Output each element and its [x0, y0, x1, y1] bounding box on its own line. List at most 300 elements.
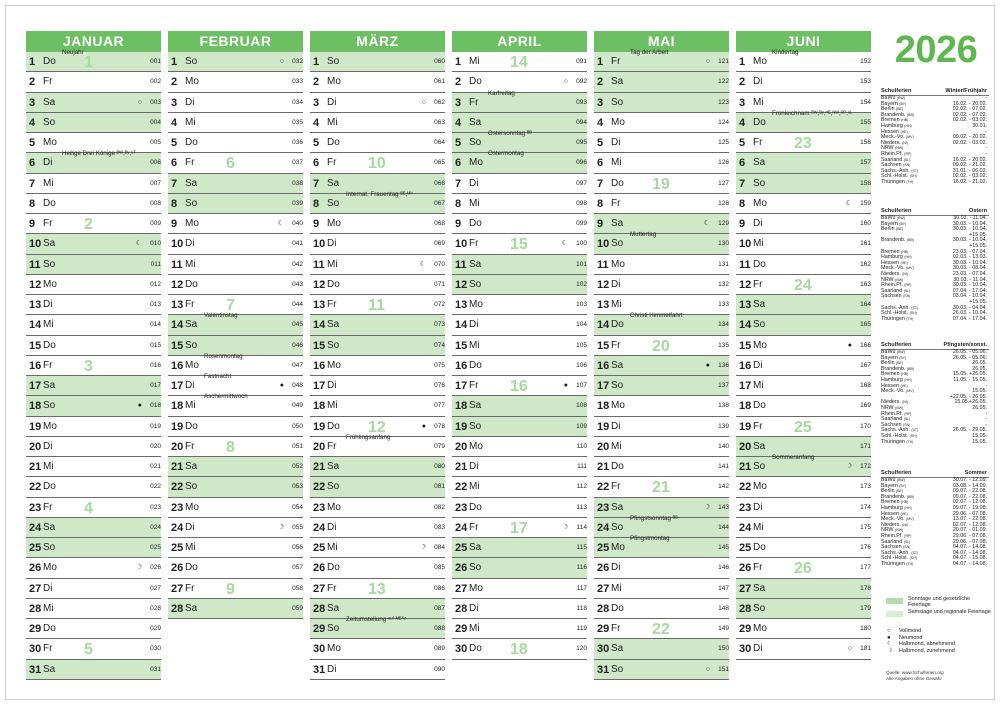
state-label: Berlin — [881, 360, 895, 367]
weekday: Fr — [611, 56, 621, 67]
weekday: Mo — [43, 278, 57, 290]
day-number: 14 — [455, 319, 468, 332]
moon-phase-icon: ○ — [847, 645, 852, 653]
day-row[interactable] — [736, 194, 871, 214]
day-row[interactable] — [26, 295, 161, 315]
day-of-year: 157 — [860, 159, 871, 167]
day-number: 6 — [313, 157, 320, 170]
day-of-year: 131 — [718, 260, 729, 268]
day-row[interactable] — [26, 214, 161, 234]
day-row[interactable] — [310, 457, 445, 477]
day-row[interactable] — [452, 579, 587, 599]
day-row[interactable] — [594, 214, 729, 234]
day-number: 19 — [597, 420, 610, 433]
day-row[interactable] — [594, 194, 729, 214]
day-row[interactable] — [168, 498, 303, 518]
day-row[interactable] — [594, 376, 729, 396]
day-row[interactable] — [26, 315, 161, 335]
day-row[interactable] — [168, 52, 303, 72]
day-number: 19 — [739, 420, 752, 433]
day-row[interactable] — [736, 255, 871, 275]
day-number: 27 — [739, 582, 752, 595]
day-row[interactable] — [736, 477, 871, 497]
day-row[interactable] — [452, 599, 587, 619]
day-row[interactable] — [594, 133, 729, 153]
moon-phase-icon: ● — [847, 341, 852, 349]
day-row[interactable] — [594, 174, 729, 194]
day-row[interactable] — [736, 518, 871, 538]
state-label: Saarland — [881, 416, 903, 423]
day-number: 7 — [597, 177, 604, 190]
day-of-year: 080 — [434, 463, 445, 470]
day-of-year: 166 — [860, 341, 871, 349]
waxing-moon-icon: ☽ — [887, 647, 893, 654]
day-row[interactable] — [452, 639, 587, 659]
day-row[interactable] — [26, 93, 161, 113]
day-row[interactable] — [168, 174, 303, 194]
weekday: Mi — [185, 116, 196, 128]
day-row[interactable] — [310, 356, 445, 376]
weekday: Di — [327, 238, 337, 250]
weekday: Di — [43, 582, 53, 594]
day-row[interactable] — [736, 599, 871, 619]
holiday-dates: 02.02. - 03.02. — [952, 117, 987, 124]
day-row[interactable] — [26, 174, 161, 194]
event-label: Fastnacht — [204, 373, 232, 380]
event-label: Frühlingsanfang — [346, 433, 391, 441]
day-row[interactable] — [594, 72, 729, 92]
day-row[interactable] — [26, 150, 161, 173]
day-row[interactable] — [168, 538, 303, 558]
holiday-dates: 29.06. - 07.08. — [952, 510, 987, 517]
day-row[interactable] — [736, 72, 871, 92]
day-row[interactable] — [452, 174, 587, 194]
day-row[interactable] — [452, 538, 587, 558]
day-row[interactable] — [452, 315, 587, 335]
table-row — [881, 440, 989, 446]
weekday: Mo — [611, 116, 625, 128]
day-row[interactable] — [594, 619, 729, 639]
day-of-year: 099 — [576, 220, 587, 227]
day-row[interactable] — [452, 518, 587, 538]
day-row[interactable] — [594, 639, 729, 659]
holiday-dates: 26.05. - 05.06. — [952, 354, 987, 361]
moon-phase-icon: ☽ — [703, 503, 710, 511]
day-row[interactable] — [594, 457, 729, 477]
day-row[interactable] — [594, 356, 729, 376]
day-row[interactable] — [26, 437, 161, 457]
state-label: BaWü — [881, 349, 896, 355]
day-row[interactable] — [452, 437, 587, 457]
day-row[interactable] — [736, 498, 871, 518]
day-number: 6 — [739, 157, 746, 170]
weekday: Sa — [469, 542, 482, 553]
day-row[interactable] — [310, 518, 445, 538]
day-row[interactable] — [736, 275, 871, 295]
weekday: Sa — [185, 602, 198, 614]
day-of-year: 125 — [718, 139, 729, 146]
day-row[interactable] — [736, 639, 871, 659]
day-row[interactable] — [310, 616, 445, 639]
day-row[interactable] — [26, 538, 161, 558]
day-number: 14 — [29, 319, 42, 332]
day-of-year: 153 — [860, 78, 871, 86]
day-row[interactable] — [26, 376, 161, 396]
day-row[interactable] — [168, 275, 303, 295]
state-abbr: (MV) — [906, 389, 914, 394]
day-row[interactable] — [310, 660, 445, 680]
day-row[interactable] — [594, 417, 729, 437]
state-label: Saarland — [881, 538, 903, 545]
day-row[interactable] — [26, 619, 161, 639]
day-number: 1 — [739, 56, 746, 68]
state-label: Berlin — [881, 226, 895, 233]
day-row[interactable] — [736, 174, 871, 194]
day-row[interactable] — [310, 376, 445, 396]
day-number: 5 — [171, 137, 178, 149]
day-of-year: 175 — [860, 523, 871, 531]
day-row[interactable] — [736, 234, 871, 254]
day-row[interactable] — [310, 234, 445, 254]
day-row[interactable] — [168, 558, 303, 578]
day-row[interactable] — [452, 214, 587, 234]
day-row[interactable] — [310, 336, 445, 356]
holiday-dates: 15.05. — [972, 438, 987, 445]
moon-phase-icon: ☽ — [561, 523, 568, 531]
day-row[interactable] — [594, 153, 729, 173]
weekday: Fr — [185, 582, 195, 594]
weekday: Mi — [327, 258, 338, 270]
day-row[interactable] — [736, 315, 871, 335]
day-row[interactable] — [452, 457, 587, 477]
day-row[interactable] — [452, 356, 587, 376]
day-of-year: 070 — [434, 260, 445, 268]
state-label: Nieders. — [881, 521, 901, 528]
waning-moon-icon: ☾ — [887, 641, 893, 647]
day-row[interactable] — [310, 153, 445, 173]
day-number: 2 — [171, 76, 178, 89]
weekday: Sa — [327, 461, 340, 472]
day-number: 23 — [29, 501, 42, 514]
day-number: 3 — [455, 96, 462, 109]
day-row[interactable] — [594, 396, 729, 416]
day-row[interactable] — [168, 113, 303, 133]
day-row[interactable] — [594, 93, 729, 113]
day-number: 24 — [455, 521, 468, 534]
day-row[interactable] — [26, 255, 161, 275]
day-of-year: 060 — [434, 58, 445, 65]
day-row[interactable] — [26, 336, 161, 356]
day-row[interactable] — [736, 109, 871, 133]
day-number: 26 — [739, 562, 752, 575]
day-number: 28 — [313, 602, 326, 615]
day-number: 27 — [29, 582, 42, 595]
day-row[interactable] — [594, 336, 729, 356]
day-of-year: 152 — [860, 58, 871, 65]
day-of-year: 085 — [434, 564, 445, 572]
day-row[interactable] — [26, 639, 161, 659]
day-row[interactable] — [26, 477, 161, 497]
weekday: Fr — [185, 299, 195, 310]
weekday: Mo — [753, 56, 767, 67]
day-row[interactable] — [452, 498, 587, 518]
day-number: 16 — [29, 359, 42, 372]
state-label: Thüringen — [881, 178, 905, 185]
day-row[interactable] — [26, 558, 161, 578]
day-row[interactable] — [310, 93, 445, 113]
day-row[interactable] — [452, 558, 587, 578]
day-of-year: 120 — [576, 645, 587, 653]
day-row[interactable] — [594, 437, 729, 457]
day-row[interactable] — [310, 579, 445, 599]
day-row[interactable] — [736, 619, 871, 639]
day-row[interactable] — [736, 579, 871, 599]
day-row[interactable] — [168, 477, 303, 497]
day-row[interactable] — [736, 336, 871, 356]
day-row[interactable] — [168, 437, 303, 457]
state-abbr: (BE) — [896, 227, 904, 232]
moon-phase-icon: ☽ — [135, 564, 142, 572]
day-row[interactable] — [452, 150, 587, 173]
day-row[interactable] — [310, 214, 445, 234]
day-of-year: 156 — [860, 139, 871, 146]
day-row[interactable] — [736, 133, 871, 153]
day-row[interactable] — [310, 558, 445, 578]
day-number: 20 — [597, 440, 610, 453]
day-row[interactable] — [452, 336, 587, 356]
day-of-year: 045 — [292, 321, 303, 329]
weekday: Mi — [753, 521, 764, 533]
day-row[interactable] — [310, 295, 445, 315]
weekday: Mi — [43, 177, 54, 189]
weekday: Do — [469, 643, 482, 655]
weekday: Sa — [753, 157, 766, 169]
day-number: 21 — [313, 461, 326, 473]
weekday: Do — [611, 602, 624, 614]
month-header: APRIL — [452, 31, 587, 52]
weekday: So — [611, 521, 624, 533]
day-of-year: 015 — [150, 341, 161, 349]
day-row[interactable] — [26, 113, 161, 133]
day-row[interactable] — [594, 477, 729, 497]
day-row[interactable] — [452, 89, 587, 113]
day-row[interactable] — [26, 275, 161, 295]
day-row[interactable] — [452, 234, 587, 254]
day-row[interactable] — [26, 498, 161, 518]
day-number: 25 — [739, 542, 752, 554]
state-abbr: (TH) — [906, 439, 914, 444]
event-label: Tag der Arbeit — [630, 49, 669, 56]
state-abbr: (NW) — [895, 277, 904, 282]
day-row[interactable] — [452, 396, 587, 416]
day-row[interactable] — [736, 558, 871, 578]
weekday: Di — [753, 501, 763, 513]
day-row[interactable] — [310, 477, 445, 497]
state-label: Meck.-Vo. — [881, 516, 905, 523]
day-row[interactable] — [168, 234, 303, 254]
day-of-year: 023 — [150, 503, 161, 511]
day-row[interactable] — [594, 255, 729, 275]
weekday: Fr — [611, 623, 621, 634]
day-row[interactable] — [310, 433, 445, 457]
day-row[interactable] — [310, 52, 445, 72]
moon-phase-icon: ☾ — [277, 220, 284, 227]
day-row[interactable] — [736, 49, 871, 72]
day-row[interactable] — [26, 194, 161, 214]
day-number: 20 — [29, 440, 42, 453]
day-row[interactable] — [168, 72, 303, 92]
day-row[interactable] — [26, 72, 161, 92]
day-row[interactable] — [594, 49, 729, 72]
day-of-year: 144 — [718, 523, 729, 531]
day-row[interactable] — [26, 234, 161, 254]
day-row[interactable] — [26, 660, 161, 680]
month-column — [26, 31, 161, 680]
day-row[interactable] — [168, 93, 303, 113]
day-row[interactable] — [310, 639, 445, 659]
day-row[interactable] — [168, 194, 303, 214]
day-row[interactable] — [168, 393, 303, 416]
moon-phase-icon: ☾ — [419, 260, 426, 268]
day-row[interactable] — [736, 538, 871, 558]
holiday-dates: 30.03. - 10.04. — [952, 226, 987, 233]
day-number: 12 — [171, 278, 184, 291]
event-label: Karfreitag — [488, 89, 515, 97]
day-of-year: 059 — [292, 604, 303, 612]
day-row[interactable] — [310, 315, 445, 335]
day-row[interactable] — [168, 312, 303, 335]
school-holiday-table — [881, 341, 989, 445]
day-row[interactable] — [310, 72, 445, 92]
weekday: Do — [611, 319, 624, 331]
day-number: 20 — [455, 440, 468, 453]
state-label: Schl.-Holst. — [881, 310, 909, 317]
day-row[interactable] — [26, 518, 161, 538]
day-row[interactable] — [310, 255, 445, 275]
day-row[interactable] — [310, 538, 445, 558]
holiday-dates: 16.02. - 20.02. — [952, 156, 987, 163]
week-number: 9 — [226, 580, 235, 598]
day-row[interactable] — [310, 498, 445, 518]
day-row[interactable] — [168, 518, 303, 538]
day-row[interactable] — [736, 295, 871, 315]
weekday: So — [327, 623, 340, 634]
day-row[interactable] — [168, 417, 303, 437]
day-row[interactable] — [452, 194, 587, 214]
day-row[interactable] — [452, 52, 587, 72]
day-row[interactable] — [168, 255, 303, 275]
holiday-dates: 13.07. - 22.08. — [952, 516, 987, 523]
day-of-year: 161 — [860, 240, 871, 248]
day-number: 16 — [597, 359, 610, 372]
day-row[interactable] — [736, 153, 871, 173]
day-row[interactable] — [736, 214, 871, 234]
day-of-year: 141 — [718, 463, 729, 470]
weekday: Sa — [43, 521, 56, 533]
day-row[interactable] — [594, 113, 729, 133]
day-row[interactable] — [594, 579, 729, 599]
day-row[interactable] — [452, 376, 587, 396]
day-row[interactable] — [736, 356, 871, 376]
day-number: 14 — [313, 319, 326, 332]
day-row[interactable] — [310, 133, 445, 153]
day-row[interactable] — [594, 312, 729, 335]
day-row[interactable] — [594, 599, 729, 619]
state-abbr: (HH) — [904, 505, 912, 510]
day-row[interactable] — [452, 477, 587, 497]
day-row[interactable] — [736, 396, 871, 416]
day-row[interactable] — [594, 558, 729, 578]
day-row[interactable] — [452, 295, 587, 315]
weekday: Mi — [753, 238, 764, 250]
day-row[interactable] — [736, 417, 871, 437]
day-of-year: 102 — [576, 280, 587, 288]
school-holiday-table — [881, 87, 989, 186]
day-of-year: 178 — [860, 584, 871, 592]
day-row[interactable] — [168, 579, 303, 599]
day-row[interactable] — [594, 275, 729, 295]
day-row[interactable] — [26, 417, 161, 437]
day-of-year: 121 — [718, 58, 729, 65]
day-row[interactable] — [168, 153, 303, 173]
day-row[interactable] — [26, 356, 161, 376]
weekday: Sa — [185, 319, 198, 331]
state-name — [881, 227, 903, 233]
day-of-year: 037 — [292, 159, 303, 167]
weekday: Mo — [753, 623, 767, 634]
day-of-year: 082 — [434, 503, 445, 511]
day-of-year: 026 — [150, 564, 161, 572]
day-row[interactable] — [594, 660, 729, 680]
holiday-dates: - — [985, 150, 987, 157]
day-row[interactable] — [594, 231, 729, 254]
day-of-year: 149 — [718, 625, 729, 632]
day-row[interactable] — [26, 599, 161, 619]
day-row[interactable] — [168, 457, 303, 477]
day-of-year: 107 — [576, 382, 587, 389]
day-row[interactable] — [452, 72, 587, 92]
state-label: Brandenb. — [881, 111, 906, 118]
moon-phase-icon: ○ — [563, 78, 568, 86]
weekday: So — [327, 339, 340, 351]
weekday: Mi — [469, 339, 480, 351]
day-row[interactable] — [310, 396, 445, 416]
day-row[interactable] — [168, 352, 303, 376]
day-of-year: 087 — [434, 604, 445, 612]
day-number: 20 — [739, 440, 752, 453]
day-row[interactable] — [168, 214, 303, 234]
day-row[interactable] — [26, 579, 161, 599]
day-row[interactable] — [168, 133, 303, 153]
day-row[interactable] — [452, 255, 587, 275]
month-column — [310, 31, 445, 680]
day-row[interactable] — [310, 275, 445, 295]
state-name — [881, 389, 914, 395]
day-row[interactable] — [310, 190, 445, 214]
day-row[interactable] — [310, 113, 445, 133]
day-row[interactable] — [168, 599, 303, 619]
state-abbr: (RP) — [904, 411, 912, 416]
day-row[interactable] — [26, 396, 161, 416]
day-row[interactable] — [452, 619, 587, 639]
day-row[interactable] — [736, 454, 871, 477]
day-row[interactable] — [594, 535, 729, 558]
day-row[interactable] — [26, 457, 161, 477]
day-row[interactable] — [736, 376, 871, 396]
day-row[interactable] — [26, 49, 161, 72]
day-row[interactable] — [452, 417, 587, 437]
day-row[interactable] — [452, 275, 587, 295]
